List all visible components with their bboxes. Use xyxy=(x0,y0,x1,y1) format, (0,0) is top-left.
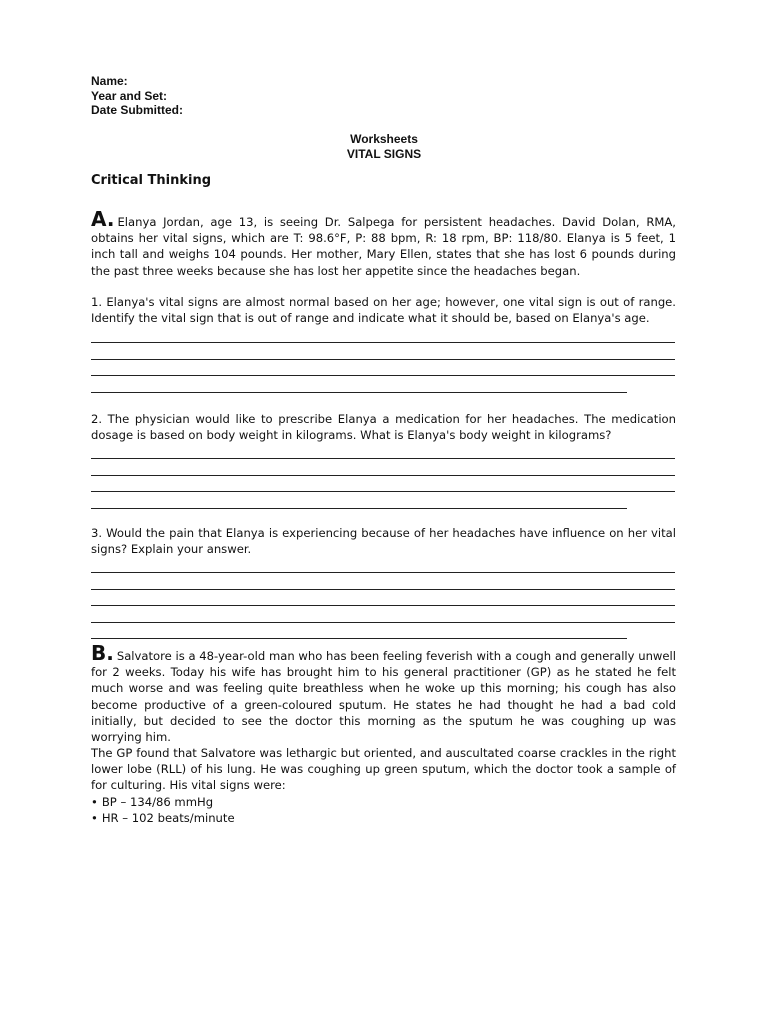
worksheet-title xyxy=(0,132,768,162)
question-1-answer-area[interactable] xyxy=(91,327,675,393)
vital-signs-list xyxy=(91,794,235,826)
answer-line[interactable] xyxy=(91,573,675,589)
question-1: 1. Elanya's vital signs are almost normal based on her age; however, one vital sign is out of range. Identify the vital sign that is out of range and indicate what it should be, based on Elanya's age. xyxy=(91,295,676,326)
case-b-letter: B. xyxy=(91,641,114,665)
section-heading: Critical Thinking xyxy=(91,173,212,188)
name-label: Name: xyxy=(91,74,128,88)
answer-line[interactable] xyxy=(91,606,675,622)
case-b-text: Salvatore is a 48-year-old man who has been feeling feverish with a cough and generally unwell for 2 weeks. Today his wife has brought him to his general practitioner (GP) as he stated he felt much worse and was feeling quite breathless when he woke up this morning; his cough has also become productive of a green-coloured sputum. He states he had thought he had a bad cold initially, but decided to see the doctor this morning as the sputum he was coughing up was worrying him. xyxy=(91,649,676,745)
question-2-answer-area[interactable] xyxy=(91,443,675,509)
title-line-2: VITAL SIGNS xyxy=(346,147,422,161)
list-item: • BP – 134/86 mmHg xyxy=(91,794,235,810)
case-b-gp-findings: The GP found that Salvatore was lethargic but oriented, and auscultated coarse crackles in the right lower lobe (RLL) of his lung. He was coughing up green sputum, which the doctor took a sample of for culturing. His vital signs were: xyxy=(91,746,676,793)
question-3: 3. Would the pain that Elanya is experiencing because of her headaches have influence on her vital signs? Explain your answer. xyxy=(91,526,676,557)
case-a-paragraph xyxy=(91,207,676,279)
answer-line[interactable] xyxy=(91,590,675,606)
answer-line[interactable] xyxy=(91,623,627,639)
title-line-1: Worksheets xyxy=(350,132,418,146)
year-and-set-label: Year and Set: xyxy=(91,88,168,103)
question-2: 2. The physician would like to prescribe Elanya a medication for her headaches. The medication dosage is based on body weight in kilograms. What is Elanya's body weight in kilograms? xyxy=(91,412,676,443)
date-submitted-label: Date Submitted: xyxy=(91,103,184,117)
answer-line[interactable] xyxy=(91,376,627,392)
answer-line[interactable] xyxy=(91,459,675,475)
answer-line[interactable] xyxy=(91,343,675,359)
case-a-letter: A. xyxy=(91,207,115,231)
answer-line[interactable] xyxy=(91,492,627,508)
question-3-answer-area[interactable] xyxy=(91,557,675,639)
answer-line[interactable] xyxy=(91,327,675,343)
case-a-text: Elanya Jordan, age 13, is seeing Dr. Salpega for persistent headaches. David Dolan, RMA, obtains her vital signs, which are T: 98.6°F, P: 88 bpm, R: 18 rpm, BP: 118/80. Elanya is 5 feet, 1 inch tall and weighs 104 pounds. Her mother, Mary Ellen, states that she has lost 6 pounds during the past three weeks because she has lost her appetite since the headaches began. xyxy=(91,215,676,278)
answer-line[interactable] xyxy=(91,557,675,573)
case-b-paragraph xyxy=(91,641,676,745)
answer-line[interactable] xyxy=(91,443,675,459)
answer-line[interactable] xyxy=(91,360,675,376)
answer-line[interactable] xyxy=(91,476,675,492)
student-info-block xyxy=(91,74,183,118)
list-item: • HR – 102 beats/minute xyxy=(91,810,235,826)
